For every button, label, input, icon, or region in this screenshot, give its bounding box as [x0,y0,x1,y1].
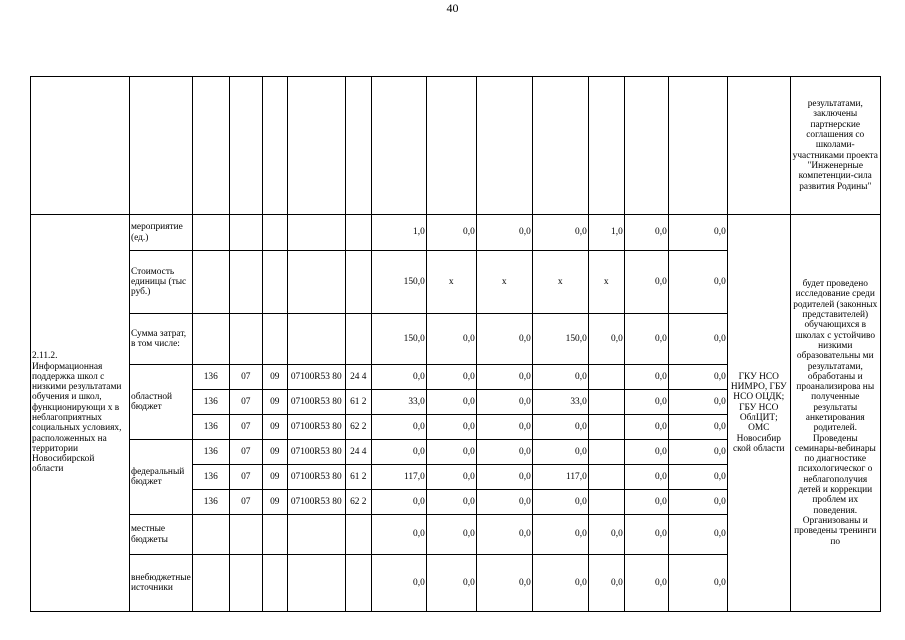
grbs-code: 136 [192,465,229,490]
value-cell: 0,0 [532,415,588,440]
page-number: 40 [446,1,459,15]
value-cell: х [588,251,624,314]
value-cell: 0,0 [624,390,668,415]
value-cell: 0,0 [476,490,532,515]
value-cell: 0,0 [476,440,532,465]
value-cell: 0,0 [371,415,426,440]
section-code: 07 [229,490,262,515]
value-cell: 0,0 [476,390,532,415]
value-cell: 0,0 [624,251,668,314]
indicator-label: федеральный бюджет [130,440,193,515]
value-cell: 0,0 [624,314,668,365]
value-cell: 0,0 [668,515,727,555]
expense-type-code: 61 2 [345,390,371,415]
value-cell: 33,0 [371,390,426,415]
value-cell: 0,0 [668,465,727,490]
value-cell: 0,0 [668,314,727,365]
value-cell: 0,0 [426,440,476,465]
value-cell: 0,0 [668,215,727,251]
value-cell: 0,0 [532,515,588,555]
expense-type-code: 24 4 [345,440,371,465]
value-cell: 0,0 [476,465,532,490]
value-cell: 1,0 [588,215,624,251]
value-cell [588,415,624,440]
value-cell [588,390,624,415]
value-cell: х [426,251,476,314]
value-cell: 0,0 [668,490,727,515]
value-cell: х [532,251,588,314]
indicator-label: местные бюджеты [130,515,193,555]
value-cell: 0,0 [624,440,668,465]
value-cell: 0,0 [426,314,476,365]
value-cell: 0,0 [624,365,668,390]
value-cell: 0,0 [668,390,727,415]
value-cell: 0,0 [668,555,727,612]
grbs-code: 136 [192,415,229,440]
value-cell: 0,0 [426,490,476,515]
section-code: 07 [229,465,262,490]
section-code: 07 [229,365,262,390]
indicator-label: мероприятие (ед.) [130,215,193,251]
previous-result-cell: результатами, заключены партнерские соглашения со школами-участниками проекта "Инженерные компетенции-сила развития Родины" [790,77,880,215]
value-cell: 0,0 [624,215,668,251]
target-article-code: 07100R53 80 [287,490,345,515]
value-cell: 0,0 [371,440,426,465]
value-cell: 0,0 [371,365,426,390]
value-cell: 0,0 [532,440,588,465]
value-cell: 0,0 [588,555,624,612]
grbs-code: 136 [192,365,229,390]
value-cell: 0,0 [426,555,476,612]
value-cell: 0,0 [476,365,532,390]
value-cell: 0,0 [532,215,588,251]
section-code: 07 [229,415,262,440]
executors-cell: ГКУ НСО НИМРО, ГБУ НСО ОЦДК; ГБУ НСО ОблЦИТ; ОМС Новосибир ской области [727,215,790,612]
value-cell: 150,0 [371,314,426,365]
value-cell: 117,0 [371,465,426,490]
value-cell: 150,0 [371,251,426,314]
value-cell: 0,0 [371,515,426,555]
value-cell: 0,0 [426,415,476,440]
value-cell: 0,0 [476,515,532,555]
value-cell: 150,0 [532,314,588,365]
subsection-code: 09 [262,465,287,490]
indicator-label: Стоимость единицы (тыс руб.) [130,251,193,314]
value-cell: 0,0 [624,515,668,555]
value-cell: 0,0 [588,515,624,555]
value-cell [588,440,624,465]
expense-type-code: 24 4 [345,365,371,390]
grbs-code: 136 [192,390,229,415]
value-cell: 0,0 [371,555,426,612]
value-cell: 0,0 [426,465,476,490]
subsection-code: 09 [262,365,287,390]
expense-type-code: 62 2 [345,490,371,515]
program-events-table [30,76,881,612]
target-article-code: 07100R53 80 [287,415,345,440]
value-cell [588,490,624,515]
target-article-code: 07100R53 80 [287,390,345,415]
value-cell: 0,0 [371,490,426,515]
value-cell: 1,0 [371,215,426,251]
indicator-label: внебюджетные источники [130,555,193,612]
value-cell: 0,0 [426,515,476,555]
value-cell: 0,0 [624,415,668,440]
subsection-code: 09 [262,490,287,515]
value-cell: 0,0 [532,555,588,612]
value-cell: 0,0 [426,215,476,251]
target-article-code: 07100R53 80 [287,440,345,465]
value-cell: 0,0 [668,365,727,390]
value-cell [588,465,624,490]
value-cell: 33,0 [532,390,588,415]
value-cell: 0,0 [476,555,532,612]
value-cell: 0,0 [668,251,727,314]
value-cell: 0,0 [668,440,727,465]
value-cell: 0,0 [588,314,624,365]
section-code: 07 [229,390,262,415]
value-cell: 0,0 [532,490,588,515]
subsection-code: 09 [262,440,287,465]
continuation-row [31,77,881,215]
value-cell: 0,0 [624,555,668,612]
value-cell: 0,0 [476,314,532,365]
value-cell: х [476,251,532,314]
section-code: 07 [229,440,262,465]
value-cell: 0,0 [532,365,588,390]
grbs-code: 136 [192,440,229,465]
value-cell: 0,0 [426,390,476,415]
measures-row [31,215,881,251]
target-article-code: 07100R53 80 [287,365,345,390]
subsection-code: 09 [262,415,287,440]
value-cell: 117,0 [532,465,588,490]
indicator-label: Сумма затрат, в том числе: [130,314,193,365]
subsection-code: 09 [262,390,287,415]
value-cell [588,365,624,390]
grbs-code: 136 [192,490,229,515]
value-cell: 0,0 [476,215,532,251]
result-cell: будет проведено исследование среди родителей (законных представителей) обучающихся в школах с устойчиво низкими образовательны ми результатами, обработаны и проанализирова ны полученные результаты анкетирования родителей. Проведены семинары-вебинары по диагностике психологическог о неблагополучия детей и коррекции проблем их поведения. Организованы и проведены тренинги по [790,215,880,612]
value-cell: 0,0 [476,415,532,440]
value-cell: 0,0 [624,465,668,490]
value-cell: 0,0 [624,490,668,515]
event-name-cell: 2.11.2. Информационная поддержка школ с низкими результатами обучения и школ, функционирующи х в неблагоприятных социальных условиях, расположенных на территории Новосибирской области [31,215,130,612]
indicator-label: областной бюджет [130,365,193,440]
expense-type-code: 62 2 [345,415,371,440]
target-article-code: 07100R53 80 [287,465,345,490]
expense-type-code: 61 2 [345,465,371,490]
value-cell: 0,0 [668,415,727,440]
value-cell: 0,0 [426,365,476,390]
